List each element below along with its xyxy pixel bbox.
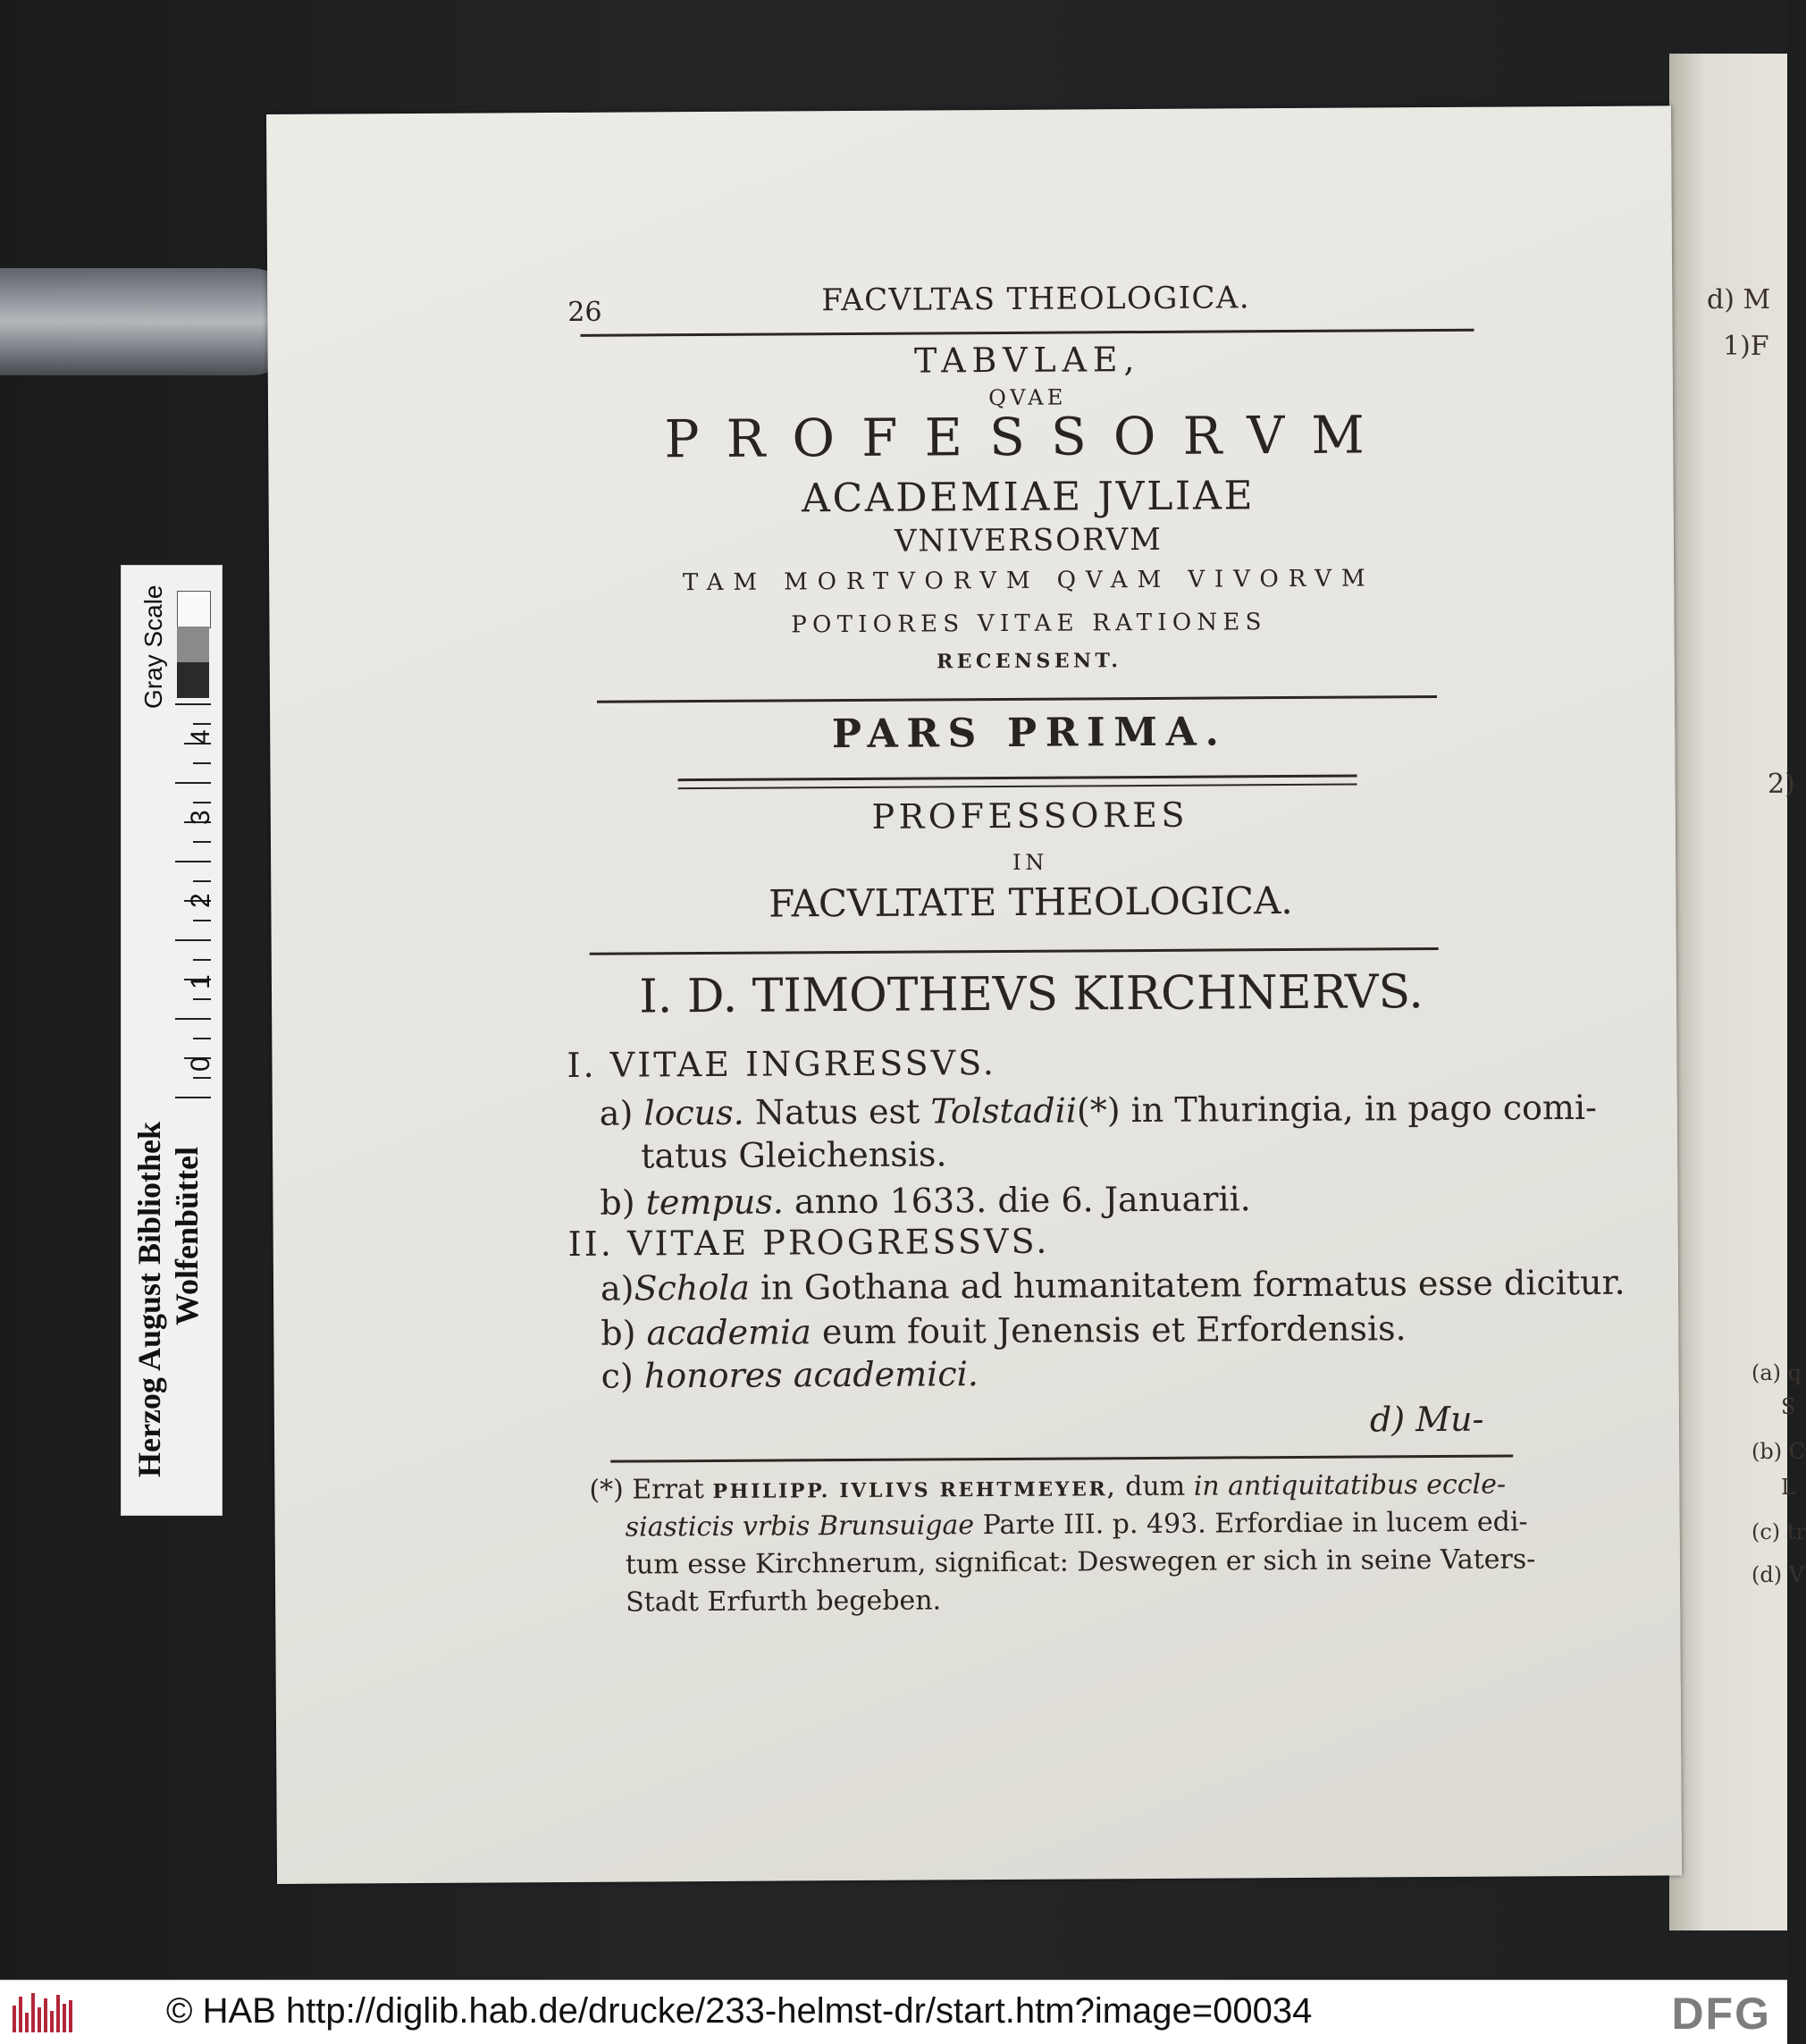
page-number: 26: [567, 296, 602, 328]
title-line-2: QVAE: [988, 384, 1067, 411]
item-place: Tolstadii: [930, 1090, 1078, 1131]
institution-city: Wolfenbüttel: [169, 1146, 205, 1325]
title-line-8: RECENSENT.: [936, 649, 1122, 674]
page-clip: [0, 268, 304, 375]
facing-page-edge: [1669, 54, 1806, 1930]
header-rule: [581, 329, 1474, 337]
footnote-author: PHILIPP. IVLIVS REHTMEYER,: [712, 1477, 1117, 1503]
catchword: d) Mu-: [1369, 1399, 1484, 1440]
item-text: (*) in Thuringia, in pago comi-: [1076, 1087, 1598, 1131]
facing-page-text: 1)F: [1723, 331, 1769, 362]
footnote-text: dum: [1125, 1470, 1186, 1503]
book-page: [266, 105, 1682, 1884]
dfg-logo: DFG: [1671, 1989, 1771, 2039]
title-line-3: PROFESSORVM: [664, 404, 1392, 470]
section-rule: [590, 947, 1439, 955]
ruler-number-0: 0: [186, 1056, 215, 1072]
ruler-number-2: 2: [186, 893, 215, 908]
part-rule-1: [678, 775, 1357, 782]
title-line-5: VNIVERSORVM: [894, 521, 1163, 559]
part-heading: PARS PRIMA.: [831, 709, 1228, 758]
hab-logo-icon: [13, 1993, 75, 2032]
item-text: eum fouit Jenensis et Erfordensis.: [821, 1308, 1407, 1352]
section-line-2: IN: [1012, 849, 1049, 875]
footnote-italic: siasticis vrbis Brunsuigae: [625, 1510, 975, 1544]
facing-page-text: (b) C: [1751, 1439, 1806, 1464]
item-c2: [601, 1354, 979, 1396]
facing-page-text: (d) V: [1751, 1562, 1805, 1587]
item-a1-continued: tatus Gleichensis.: [640, 1134, 947, 1176]
footnote-line-1: [589, 1469, 1506, 1506]
item-text: Natus est: [754, 1091, 920, 1132]
ruler-number-3: 3: [186, 810, 215, 825]
person-heading: I. D. TIMOTHEVS KIRCHNERVS.: [639, 965, 1424, 1024]
body-heading-2: II. VITAE PROGRESSVS.: [567, 1221, 1050, 1264]
footnote-italic: in antiquitatibus eccle-: [1193, 1468, 1507, 1502]
section-line-1: PROFESSORES: [871, 795, 1189, 837]
title-line-6: TAM MORTVORVM QVAM VIVORVM: [682, 565, 1375, 597]
facing-page-text: L: [1781, 1475, 1795, 1500]
title-line-7: POTIORES VITAE RATIONES: [791, 609, 1267, 639]
body-heading-1: I. VITAE INGRESSVS.: [567, 1043, 997, 1085]
item-label: c): [601, 1356, 634, 1396]
footnote-line-2: [626, 1506, 1528, 1543]
ruler-number-1: 1: [186, 974, 215, 989]
gray-scale-strip: [121, 565, 223, 1516]
item-italic: academia: [646, 1312, 811, 1353]
title-line-1: TABVLAE,: [913, 340, 1141, 381]
facing-page-text: d) M: [1707, 284, 1771, 315]
ruler-number-4: 4: [186, 729, 215, 744]
item-a2: [601, 1263, 1625, 1308]
item-italic: locus.: [643, 1092, 744, 1133]
item-b1: [600, 1179, 1251, 1222]
facing-page-text: (a) q: [1751, 1360, 1802, 1385]
item-italic: Schola: [634, 1267, 751, 1308]
item-text: in Gothana ad humanitatem formatus esse dicitur.: [760, 1262, 1625, 1308]
footnote-text: (*) Errat: [589, 1474, 704, 1506]
running-head: FACVLTAS THEOLOGICA.: [821, 280, 1251, 319]
part-rule-2: [678, 784, 1357, 790]
footnote-line-3: tum esse Kirchnerum, significat: Deswegen er sich in seine Vaters-: [625, 1544, 1536, 1581]
footnote-rule: [610, 1455, 1513, 1463]
facing-page-text: 2): [1768, 769, 1795, 800]
facing-page-text: (c) tr: [1751, 1519, 1806, 1544]
footer-bar: [0, 1980, 1787, 2044]
item-b2: [601, 1308, 1407, 1353]
title-rule: [597, 695, 1437, 703]
item-label: b): [600, 1182, 635, 1223]
title-line-4: ACADEMIAE JVLIAE: [801, 473, 1256, 522]
item-a1: [600, 1088, 1597, 1133]
footer-copyright-url[interactable]: © HAB http://diglib.hab.de/drucke/233-helmst-dr/start.htm?image=00034: [166, 1991, 1313, 2031]
footnote-text: Parte III. p. 493. Erfordiae in lucem edi-: [982, 1506, 1528, 1542]
gray-patch-white: [177, 591, 211, 628]
gray-scale-label: Gray Scale: [139, 585, 167, 709]
item-text: anno 1633. die 6. Januarii.: [794, 1179, 1251, 1222]
gray-patch-mid: [177, 627, 209, 662]
item-italic: honores academici.: [643, 1354, 979, 1396]
section-line-3: FACVLTATE THEOLOGICA.: [768, 879, 1293, 926]
gray-patch-black: [177, 662, 209, 698]
item-label: a): [599, 1093, 634, 1133]
item-label: b): [601, 1313, 636, 1353]
item-italic: tempus.: [645, 1182, 784, 1223]
item-label: a): [600, 1268, 634, 1308]
facing-page-text: S: [1781, 1394, 1796, 1419]
footnote-line-4: Stadt Erfurth begeben.: [626, 1585, 942, 1619]
institution-name: Herzog August Bibliothek: [131, 1121, 167, 1477]
